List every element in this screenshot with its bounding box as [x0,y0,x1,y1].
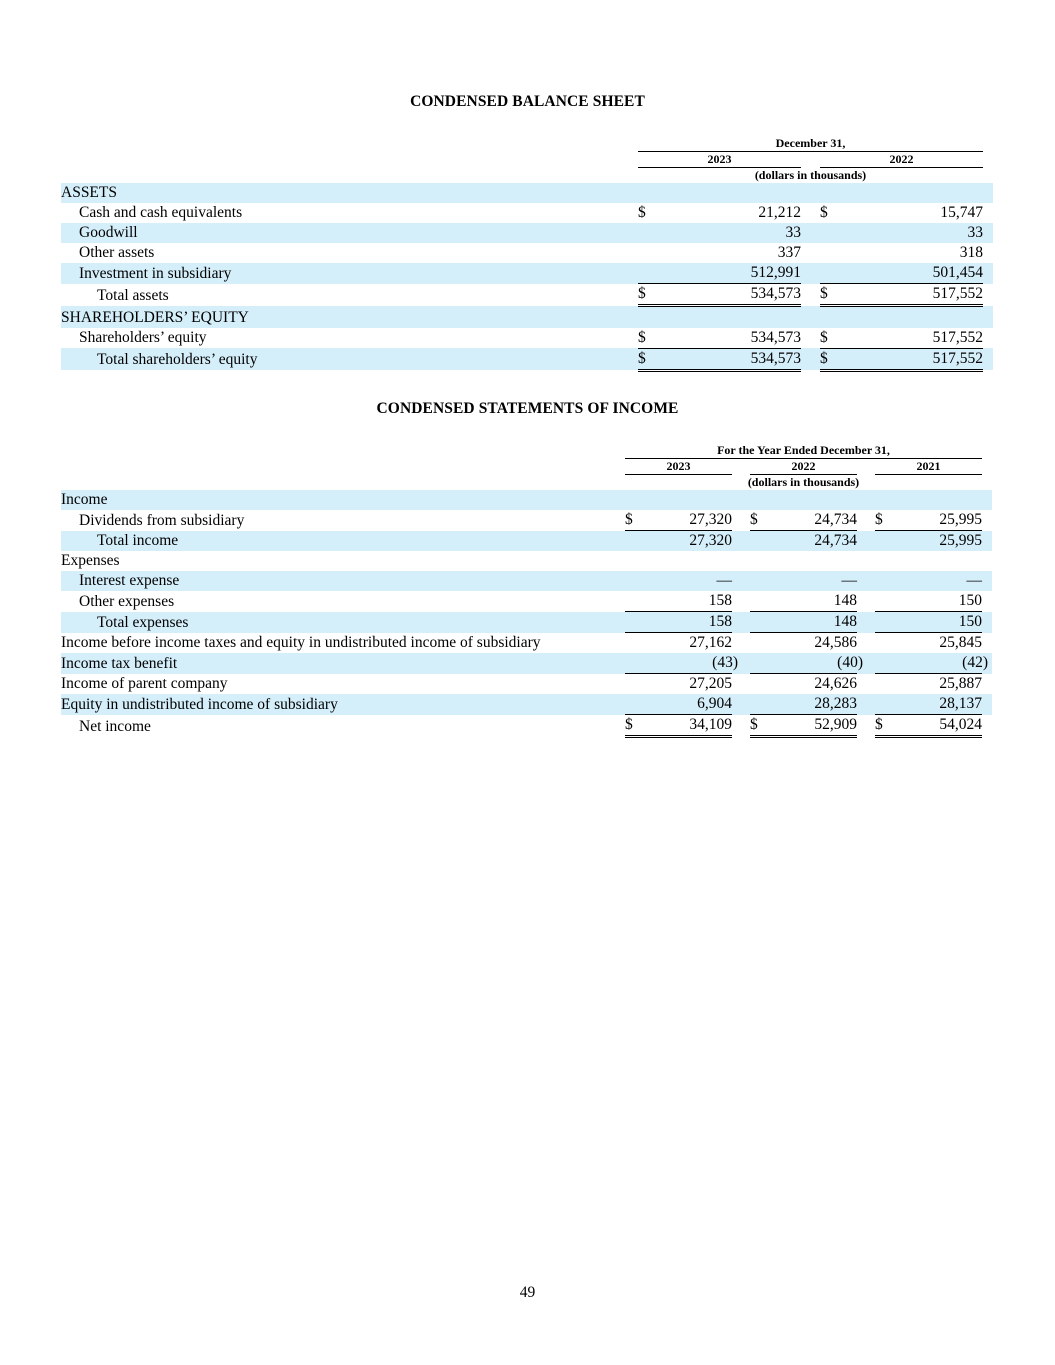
value-cell: 534,573 [652,328,801,349]
row-label: Investment in subsidiary [61,263,638,284]
table-row [61,243,993,263]
table-row [61,306,993,328]
currency-symbol [625,571,639,591]
table-row [61,633,992,654]
currency-symbol [875,571,889,591]
page-number: 49 [519,1284,536,1301]
value-cell: 24,734 [764,531,857,552]
currency-symbol [625,531,639,552]
value-cell: 27,205 [689,675,732,692]
currency-symbol: $ [820,284,834,306]
value-cell: 24,626 [814,675,857,692]
value-cell: 6,904 [639,694,732,715]
currency-symbol [875,694,889,715]
value-cell: 148 [764,612,857,633]
currency-symbol [875,653,889,674]
table-row [61,510,992,531]
value-cell: (42) [962,654,988,671]
units-label: (dollars in thousands) [754,168,867,182]
row-label: Goodwill [61,223,638,243]
value-cell: 517,552 [834,348,983,370]
currency-symbol [638,223,652,243]
currency-symbol: $ [750,715,764,737]
year-header: 2021 [875,459,982,475]
value-cell: 318 [959,244,983,261]
row-label: Total assets [97,286,169,304]
table-row [61,694,992,715]
currency-symbol [820,243,834,263]
row-label: Total expenses [61,612,625,633]
value-cell: 25,845 [939,634,982,651]
table-row [61,223,993,243]
value-cell: 158 [639,591,732,612]
row-label: ASSETS [61,183,638,203]
currency-symbol [750,674,764,695]
balance-sheet-title: CONDENSED BALANCE SHEET [410,93,645,110]
row-label: Expenses [61,552,120,569]
value-cell: 27,162 [689,634,732,651]
value-cell: 24,586 [814,634,857,651]
currency-symbol: $ [638,328,652,349]
table-row [61,612,992,633]
value-cell: 24,734 [764,510,857,531]
currency-symbol: $ [750,510,764,531]
units-label: (dollars in thousands) [747,475,860,489]
value-cell: 517,552 [834,284,983,306]
value-cell: 28,137 [889,694,982,715]
currency-symbol: $ [875,715,889,737]
row-label: Other assets [79,244,155,261]
row-label: Total shareholders’ equity [61,348,638,370]
value-cell: 150 [889,612,982,633]
currency-symbol [875,531,889,552]
row-label: Total income [61,531,625,552]
table-row [61,531,992,552]
currency-symbol [875,612,889,633]
row-label: Income tax benefit [61,653,625,674]
currency-symbol [750,531,764,552]
value-cell: 27,320 [639,510,732,531]
row-label: Shareholders’ equity [79,329,207,346]
row-label: Net income [79,717,151,735]
value-cell: (40) [837,654,863,671]
value-cell: — [764,571,857,591]
row-label: Other expenses [79,592,175,610]
value-cell: 33 [652,223,801,243]
value-cell: 52,909 [764,715,857,737]
value-cell: — [639,571,732,591]
value-cell: 25,995 [889,510,982,531]
row-label: Equity in undistributed income of subsidiary [61,694,625,715]
currency-symbol [625,633,639,654]
row-label: Income of parent company [61,675,228,692]
balance-sheet-table [61,136,993,372]
table-row [61,591,992,612]
value-cell: 501,454 [834,263,983,284]
currency-symbol [638,263,652,284]
table-row [61,183,993,203]
row-label: Income before income taxes and equity in undistributed income of subsidiary [61,634,541,651]
currency-symbol [875,591,889,612]
value-cell: 34,109 [639,715,732,737]
period-header: December 31, [638,136,983,152]
table-row [61,203,993,223]
table-row [61,490,992,510]
currency-symbol [750,653,764,674]
currency-symbol [750,633,764,654]
value-cell: 512,991 [652,263,801,284]
value-cell: 25,995 [889,531,982,552]
row-label: Income [61,490,625,510]
income-statement-table [61,443,992,738]
value-cell: 158 [639,612,732,633]
value-cell: 534,573 [652,348,801,370]
currency-symbol: $ [820,204,828,221]
year-header: 2023 [625,459,732,475]
currency-symbol: $ [625,510,639,531]
row-label: Cash and cash equivalents [79,204,243,221]
value-cell: 27,320 [639,531,732,552]
value-cell: 337 [777,244,801,261]
row-label: Dividends from subsidiary [79,511,245,529]
value-cell: 148 [764,591,857,612]
currency-symbol: $ [638,204,646,221]
currency-symbol [625,674,639,695]
currency-symbol [875,674,889,695]
currency-symbol [625,612,639,633]
currency-symbol [625,653,639,674]
value-cell: 15,747 [940,204,983,221]
row-label: Interest expense [61,571,625,591]
row-label: SHAREHOLDERS’ EQUITY [61,306,638,328]
year-header: 2022 [750,459,857,475]
value-cell: (43) [712,654,738,671]
currency-symbol [875,633,889,654]
table-row [61,674,992,695]
table-row [61,263,993,284]
period-header: For the Year Ended December 31, [625,443,982,459]
value-cell: 33 [834,223,983,243]
value-cell: 150 [889,591,982,612]
currency-symbol [625,694,639,715]
currency-symbol: $ [638,348,652,370]
income-statement-title: CONDENSED STATEMENTS OF INCOME [376,400,679,417]
year-header: 2023 [638,152,801,168]
value-cell: 28,283 [764,694,857,715]
table-row [61,571,992,591]
currency-symbol [750,571,764,591]
table-row [61,653,992,674]
value-cell: 54,024 [889,715,982,737]
value-cell: 517,552 [834,328,983,349]
currency-symbol: $ [625,715,639,737]
currency-symbol: $ [875,510,889,531]
currency-symbol: $ [820,328,834,349]
currency-symbol [750,694,764,715]
table-row [61,328,993,349]
currency-symbol [750,591,764,612]
value-cell: 25,887 [939,675,982,692]
value-cell: — [889,571,982,591]
currency-symbol [750,612,764,633]
table-row [61,715,992,737]
value-cell: 534,573 [652,284,801,306]
currency-symbol [820,263,834,284]
table-row [61,348,993,370]
currency-symbol [638,243,652,263]
currency-symbol: $ [638,284,652,306]
year-header: 2022 [820,152,983,168]
value-cell: 21,212 [758,204,801,221]
currency-symbol: $ [820,348,834,370]
currency-symbol [820,223,834,243]
table-row [61,551,992,571]
table-row [61,284,993,306]
currency-symbol [625,591,639,612]
